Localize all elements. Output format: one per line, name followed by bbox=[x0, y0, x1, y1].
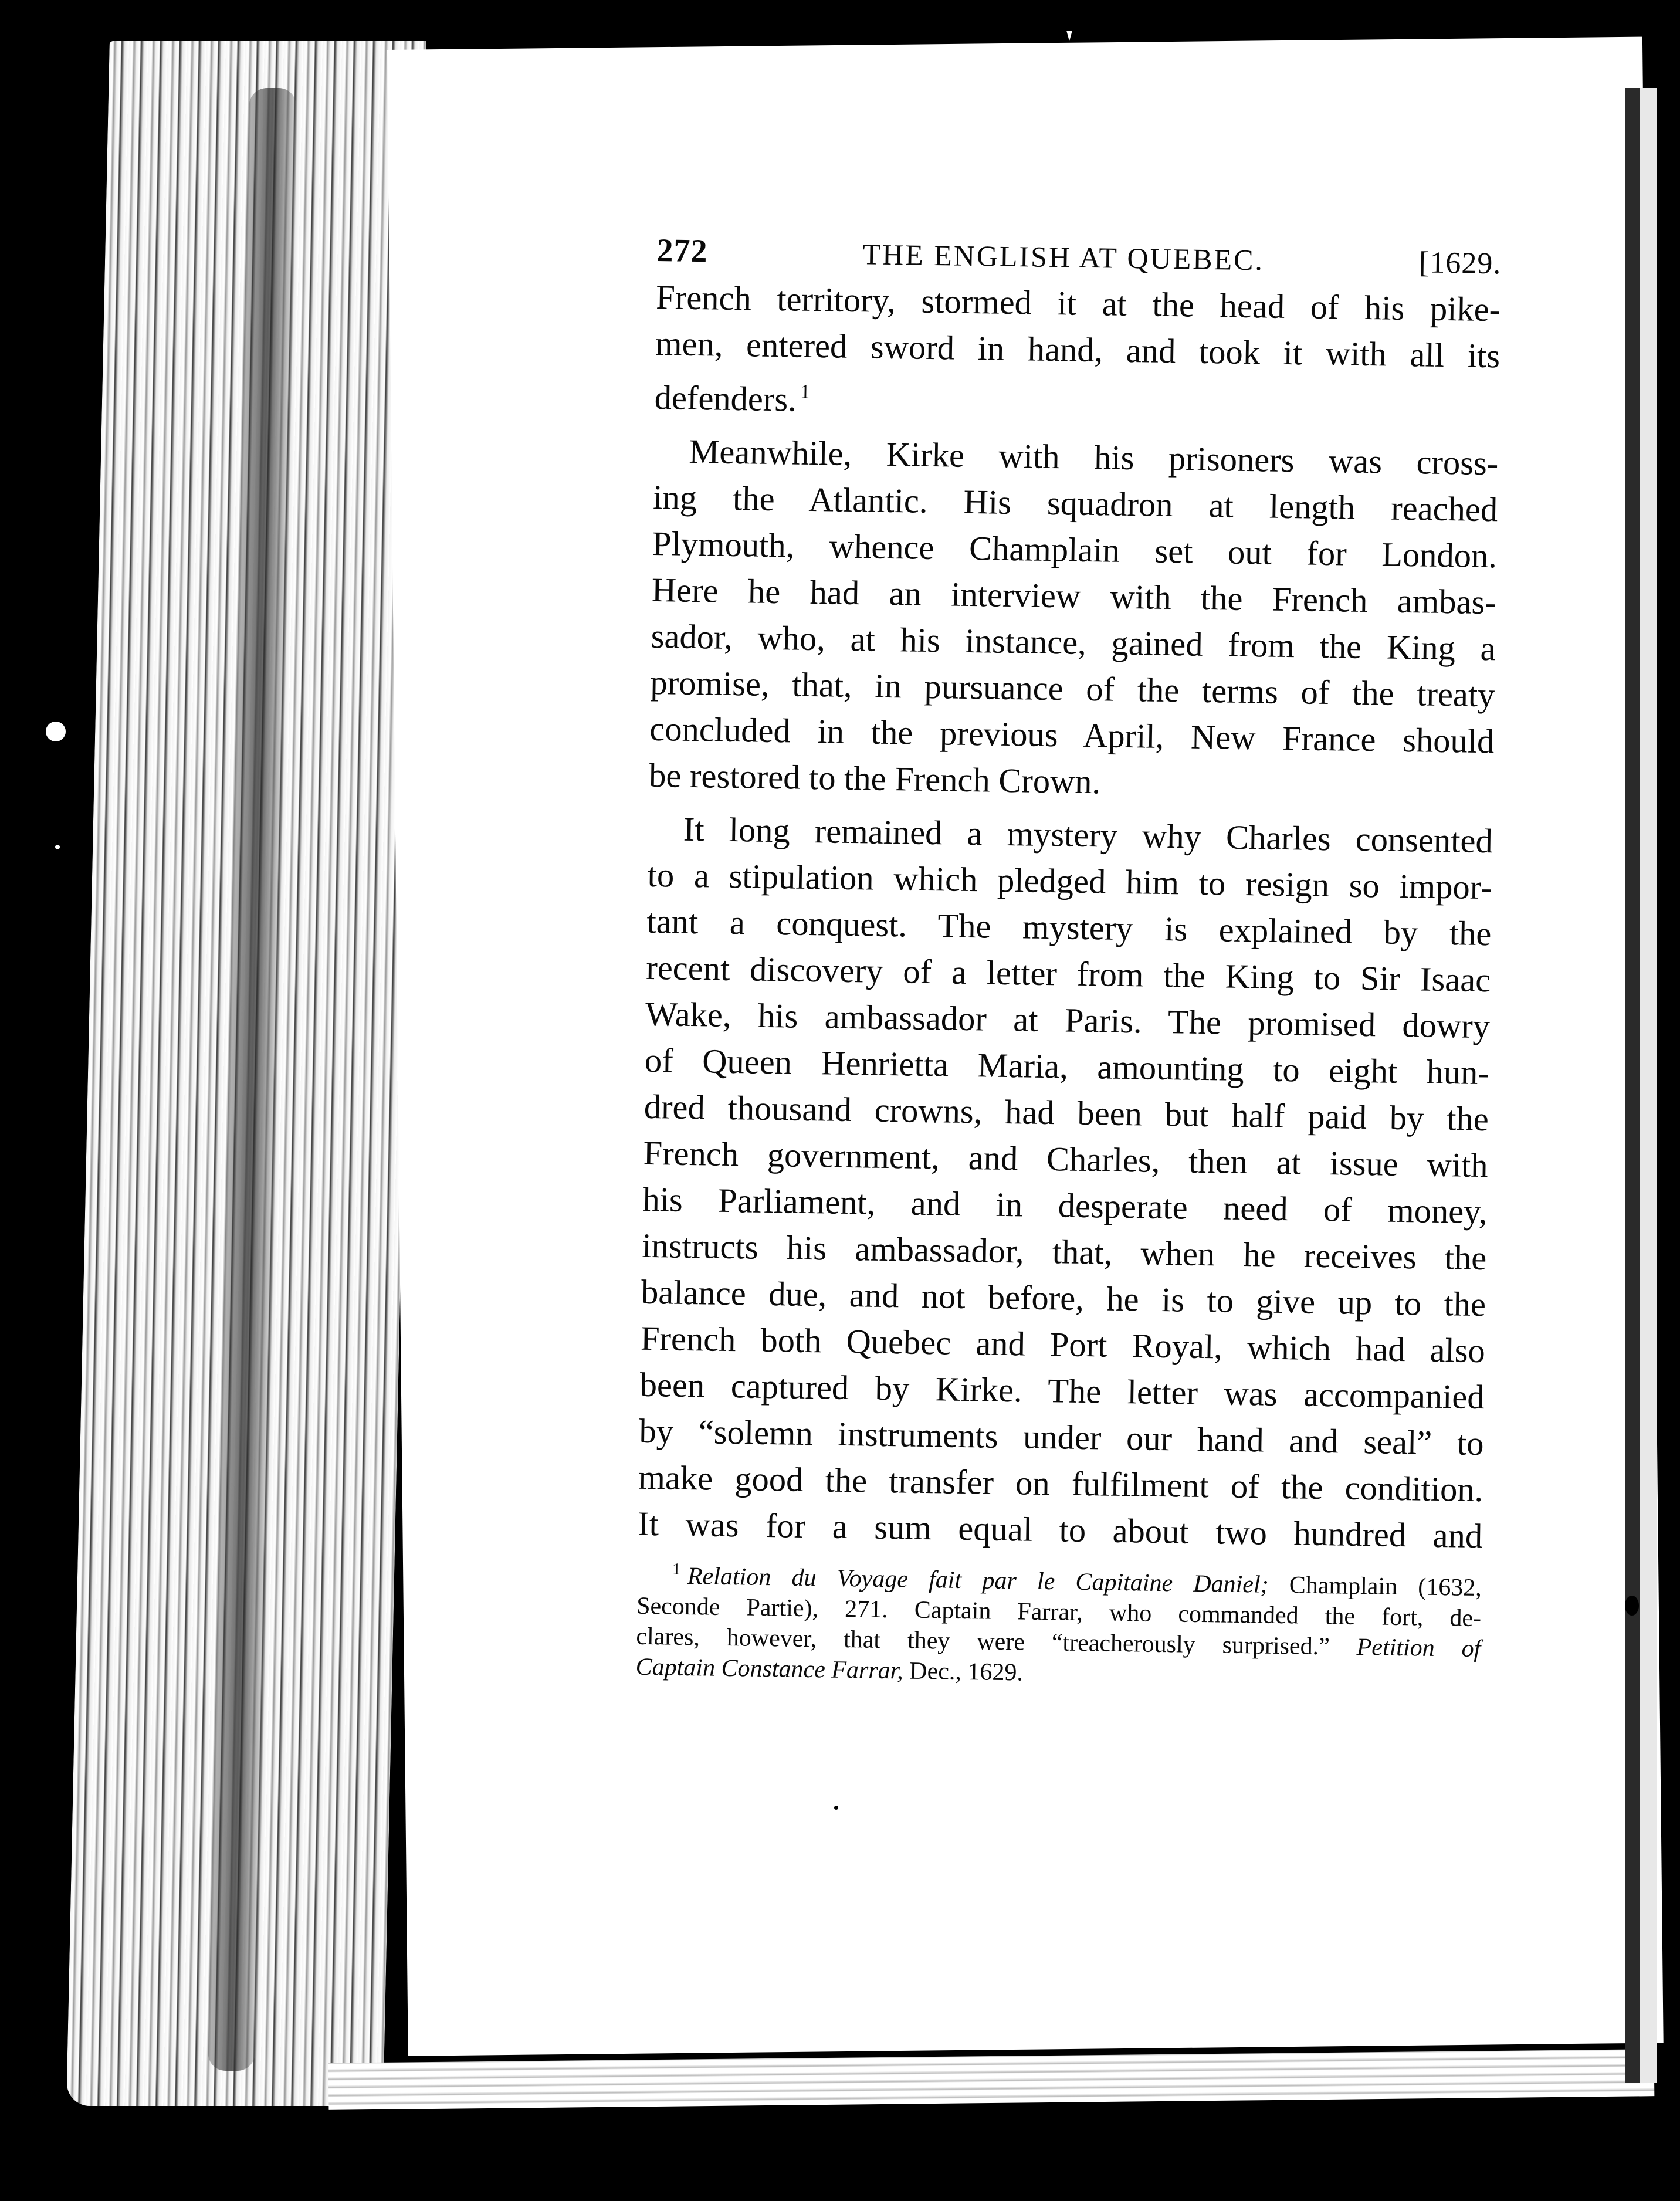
page-bottom-edge bbox=[328, 2049, 1655, 2110]
text-line: Meanwhile, Kirke with his prisoners was cross- bbox=[688, 432, 1499, 483]
text-line: concluded in the previous April, New France should bbox=[649, 709, 1495, 761]
footnote-reference: 1 bbox=[800, 381, 811, 403]
footnote-text: Dec., 1629. bbox=[903, 1657, 1024, 1687]
text-line: balance due, and not before, he is to give up to the bbox=[641, 1272, 1486, 1324]
paragraph-2 bbox=[649, 428, 1499, 811]
page-text-block bbox=[635, 232, 1502, 1695]
binding-dot bbox=[1625, 1596, 1639, 1616]
text-line-content: defenders. bbox=[654, 378, 797, 419]
text-line: French territory, stormed it at the head of his pike- bbox=[655, 277, 1501, 329]
footnote bbox=[635, 1554, 1482, 1695]
text-line: been captured by Kirke. The letter was accompanied bbox=[639, 1365, 1485, 1417]
page-number: 272 bbox=[656, 232, 708, 270]
text-line: make good the transfer on fulfilment of the condition. bbox=[638, 1458, 1483, 1509]
text-line: Here he had an interview with the French ambas- bbox=[651, 570, 1497, 622]
text-line: dred thousand crowns, had been but half paid by the bbox=[643, 1087, 1489, 1139]
running-title: THE ENGLISH AT QUEBEC. bbox=[862, 238, 1265, 277]
paragraph-1 bbox=[654, 274, 1501, 433]
page-speck bbox=[834, 1806, 838, 1810]
footnote-citation: Champlain (1632, bbox=[1268, 1571, 1482, 1602]
footnote-citation-italic: Relation du Voyage fait par le Capitaine Daniel; bbox=[687, 1563, 1269, 1599]
footnote-mark: 1 bbox=[672, 1560, 681, 1579]
text-line: his Parliament, and in desperate need of money, bbox=[642, 1180, 1488, 1231]
text-line: It was for a sum equal to about two hundred and bbox=[637, 1504, 1483, 1556]
text-line: It long remained a mystery why Charles consented bbox=[683, 810, 1493, 861]
text-line: be restored to the French Crown. bbox=[648, 756, 1101, 801]
footnote-citation-italic: Captain Constance Farrar, bbox=[635, 1653, 904, 1685]
paragraph-3 bbox=[638, 805, 1493, 1559]
facing-page-gutter bbox=[1625, 88, 1640, 2083]
scan-tick-mark bbox=[1066, 31, 1072, 41]
text-line: by “solemn instruments under our hand and seal” to bbox=[639, 1411, 1484, 1463]
text-line: tant a conquest. The mystery is explained by the bbox=[646, 902, 1492, 953]
text-line: men, entered sword in hand, and took it with all its bbox=[655, 324, 1501, 375]
text-line: sador, who, at his instance, gained from the King a bbox=[651, 617, 1496, 668]
running-year: [1629. bbox=[1418, 246, 1502, 281]
text-line: recent discovery of a letter from the King to Sir Isaac bbox=[645, 948, 1491, 1000]
footnote-citation-italic: Petition of bbox=[1329, 1633, 1481, 1663]
text-line: instructs his ambassador, that, when he receives the bbox=[641, 1226, 1487, 1278]
footnote-line: Seconde Partie), 271. Captain Farrar, who commanded the fort, de- bbox=[636, 1592, 1482, 1633]
text-line: of Queen Henrietta Maria, amounting to eight hun- bbox=[644, 1041, 1490, 1092]
text-line: French both Quebec and Port Royal, which had also bbox=[640, 1319, 1486, 1370]
scan-speck bbox=[46, 722, 66, 741]
text-line: promise, that, in pursuance of the terms of the treaty bbox=[650, 663, 1495, 715]
text-line: French government, and Charles, then at issue with bbox=[643, 1133, 1489, 1185]
book-page-edges bbox=[66, 41, 426, 2106]
scan-speck bbox=[55, 845, 60, 849]
text-line: ing the Atlantic. His squadron at length reached bbox=[652, 478, 1498, 529]
facing-page-edge bbox=[1640, 88, 1657, 2083]
text-line: to a stipulation which pledged him to resign so impor- bbox=[647, 855, 1493, 907]
footnote-text: clares, however, that they were “treacherously surprised.” bbox=[636, 1623, 1330, 1661]
text-line: Plymouth, whence Champlain set out for London. bbox=[652, 524, 1498, 575]
text-line: Wake, his ambassador at Paris. The promised dowry bbox=[645, 994, 1491, 1046]
